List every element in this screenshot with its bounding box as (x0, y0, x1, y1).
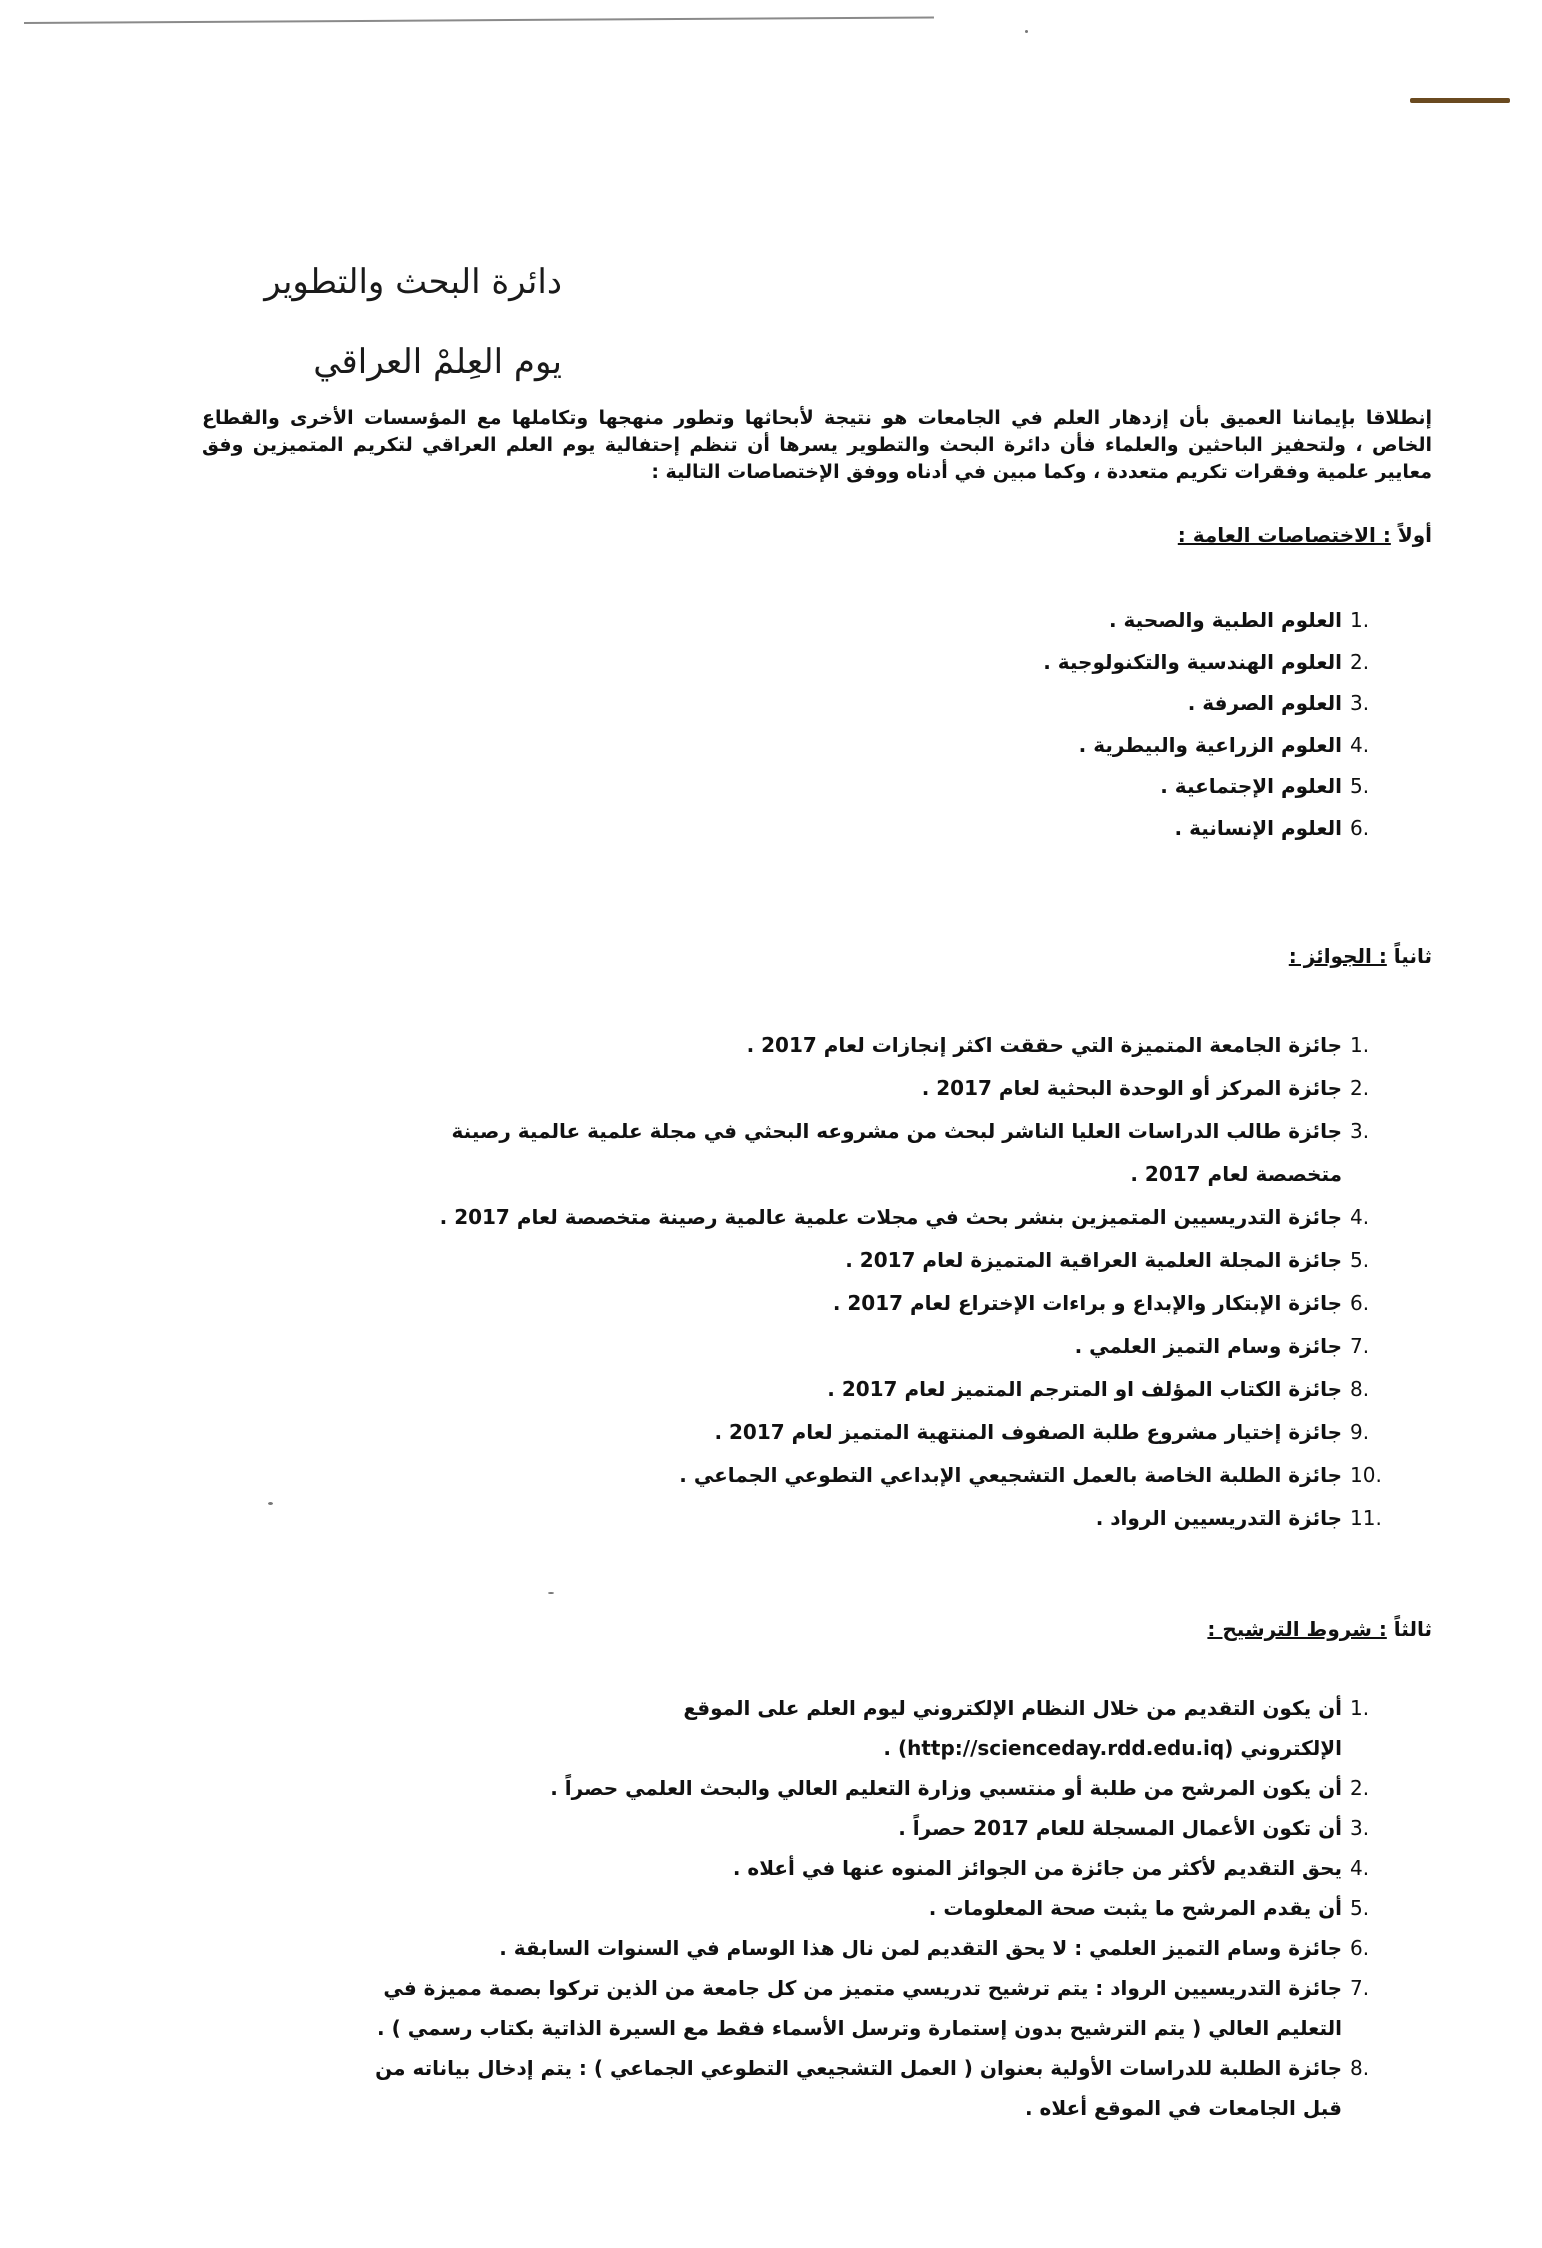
item-text: العلوم الإجتماعية . (1160, 774, 1342, 798)
list-item (284, 1688, 1394, 1768)
list-item (284, 1196, 1394, 1239)
list-item (284, 1888, 1394, 1928)
list-item (284, 1454, 1394, 1497)
item-text: جائزة وسام التميز العلمي . (1074, 1334, 1342, 1358)
list-item (284, 1368, 1394, 1411)
list-item (284, 1928, 1394, 1968)
list-item (694, 683, 1394, 725)
section-title: : الجوائز : (1288, 944, 1387, 968)
section-title: : شروط الترشيح : (1207, 1617, 1387, 1641)
item-number: 3. (1350, 691, 1370, 715)
item-text: جائزة المركز أو الوحدة البحثية لعام 2017 . (921, 1076, 1342, 1100)
list-item (694, 600, 1394, 642)
item-text: العلوم الصرفة . (1187, 691, 1342, 715)
item-text: جائزة الطلبة الخاصة بالعمل التشجيعي الإبداعي التطوعي الجماعي . (679, 1463, 1342, 1487)
list-item (694, 766, 1394, 808)
list-item (284, 1024, 1394, 1067)
item-number: 2. (1350, 1776, 1370, 1800)
event-title: يوم العِلمْ العراقي (313, 342, 562, 382)
list-item (284, 2048, 1394, 2128)
item-text: أن يكون المرشح من طلبة أو منتسبي وزارة التعليم العالي والبحث العلمي حصراً . (550, 1776, 1342, 1800)
item-number: 6. (1350, 1291, 1370, 1315)
item-number: 1. (1350, 1033, 1370, 1057)
item-number: 6. (1350, 815, 1370, 840)
list-item (284, 1067, 1394, 1110)
specializations-list (694, 600, 1394, 849)
item-number: 6. (1350, 1936, 1370, 1960)
item-number: 7. (1350, 1976, 1370, 2000)
item-number: 3. (1350, 1816, 1370, 1840)
list-item (284, 1808, 1394, 1848)
item-text: جائزة التدريسيين الرواد : يتم ترشيح تدريسي متميز من كل جامعة من الذين تركوا بصمة مميزة في التعليم العالي ( يتم الترشيح بدون إستمارة وترسل الأسماء فقط مع السيرة الذاتية بكتاب رسمي ) . (377, 1976, 1342, 2040)
item-number: 1. (1350, 608, 1370, 632)
list-item (284, 1325, 1394, 1368)
section-title: : الاختصاصات العامة : (1177, 523, 1391, 547)
awards-list (284, 1024, 1394, 1540)
list-item (284, 1968, 1394, 2048)
item-text: أن يقدم المرشح ما يثبت صحة المعلومات . (928, 1896, 1342, 1920)
item-text: جائزة التدريسيين الرواد . (1095, 1506, 1342, 1530)
item-number: 3. (1350, 1119, 1370, 1143)
list-item (284, 1239, 1394, 1282)
item-text: جائزة التدريسيين المتميزين بنشر بحث في مجلات علمية عالمية رصينة متخصصة لعام 2017 . (439, 1205, 1342, 1229)
conditions-list (284, 1688, 1394, 2128)
list-item (694, 642, 1394, 684)
item-number: 5. (1350, 1248, 1370, 1272)
item-number: 8. (1350, 1377, 1370, 1401)
item-text: جائزة إختيار مشروع طلبة الصفوف المنتهية المتميز لعام 2017 . (714, 1420, 1342, 1444)
list-item (284, 1110, 1394, 1196)
item-number: 11. (1350, 1506, 1382, 1530)
item-number: 1. (1350, 1696, 1370, 1720)
item-text: جائزة الطلبة للدراسات الأولية بعنوان ( العمل التشجيعي التطوعي الجماعي ) : يتم إدخال بياناته من قبل الجامعات في الموقع أعلاه . (375, 2056, 1342, 2120)
list-item (284, 1768, 1394, 1808)
item-number: 4. (1350, 1856, 1370, 1880)
list-item (284, 1282, 1394, 1325)
list-item (284, 1497, 1394, 1540)
section-prefix: ثانياً (1393, 944, 1432, 968)
item-text: جائزة الكتاب المؤلف او المترجم المتميز لعام 2017 . (827, 1377, 1342, 1401)
section-prefix: ثالثاً (1393, 1617, 1432, 1641)
item-text: جائزة الجامعة المتميزة التي حققت اكثر إنجازات لعام 2017 . (746, 1033, 1342, 1057)
item-text: جائزة طالب الدراسات العليا الناشر لبحث من مشروعه البحثي في مجلة علمية عالمية رصينة متخصصة لعام 2017 . (451, 1119, 1342, 1186)
section-heading-conditions (1207, 1617, 1432, 1641)
item-number: 8. (1350, 2056, 1370, 2080)
intro-paragraph: إنطلاقا بإيماننا العميق بأن إزدهار العلم في الجامعات هو نتيجة لأبحاثها وتطور منهجها وتكاملها مع المؤسسات الأخرى والقطاع الخاص ، ولتحفيز الباحثين والعلماء فأن دائرة البحث والتطوير يسرها أن تنظم إحتفالية يوم العلم العراقي لتكريم المتميزين وفق معايير علمية وفقرات تكريم متعددة ، وكما مبين في أدناه ووفق الإختصاصات التالية : (202, 407, 1432, 483)
item-number: 5. (1350, 1896, 1370, 1920)
item-number: 2. (1350, 649, 1370, 674)
list-item (694, 725, 1394, 767)
section-prefix: أولاً (1397, 523, 1432, 547)
list-item (284, 1411, 1394, 1454)
item-text: يحق التقديم لأكثر من جائزة من الجوائز المنوه عنها في أعلاه . (732, 1856, 1342, 1880)
section-heading-specializations (1178, 523, 1432, 547)
item-text: العلوم الزراعية والبيطرية . (1078, 732, 1342, 757)
item-number: 10. (1350, 1463, 1382, 1487)
item-text: جائزة المجلة العلمية العراقية المتميزة لعام 2017 . (845, 1248, 1342, 1272)
item-number: 5. (1350, 774, 1370, 798)
item-text: أن تكون الأعمال المسجلة للعام 2017 حصراً . (898, 1816, 1342, 1840)
item-text: جائزة وسام التميز العلمي : لا يحق التقديم لمن نال هذا الوسام في السنوات السابقة . (499, 1936, 1342, 1960)
item-number: 7. (1350, 1334, 1370, 1358)
item-text: العلوم الهندسية والتكنولوجية . (1043, 649, 1342, 674)
item-text: العلوم الطبية والصحية . (1108, 608, 1342, 632)
item-number: 2. (1350, 1076, 1370, 1100)
department-title: دائرة البحث والتطوير (264, 262, 562, 302)
list-item (284, 1848, 1394, 1888)
item-text: العلوم الإنسانية . (1174, 815, 1342, 840)
section-heading-awards (1289, 944, 1432, 968)
item-text: أن يكون التقديم من خلال النظام الإلكتروني ليوم العلم على الموقع الإلكتروني (http://scienceday.rdd.edu.iq) . (683, 1696, 1342, 1760)
item-number: 9. (1350, 1420, 1370, 1444)
item-number: 4. (1350, 1205, 1370, 1229)
list-item (694, 808, 1394, 850)
item-text: جائزة الإبتكار والإبداع و براءات الإختراع لعام 2017 . (832, 1291, 1342, 1315)
item-number: 4. (1350, 732, 1370, 757)
